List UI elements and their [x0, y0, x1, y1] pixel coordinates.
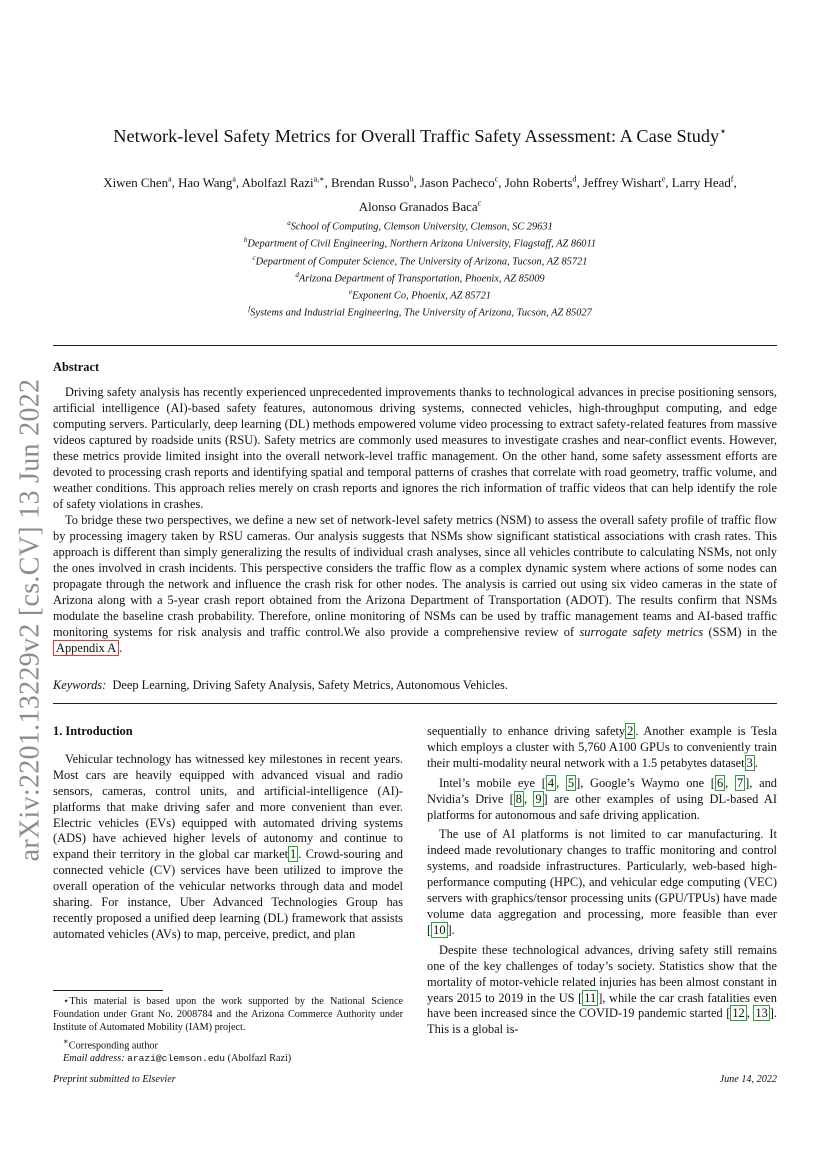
citation-link[interactable]: 8: [515, 791, 522, 806]
title-footnote-mark[interactable]: ⋆: [719, 124, 727, 138]
author-list: [60, 170, 780, 217]
citation-link[interactable]: 5: [567, 775, 575, 790]
footnote-corresponding: ∗Corresponding author: [63, 1035, 158, 1051]
affiliation: $^a$School of Computing, Clemson University, Clemson, SC 29631: [287, 219, 553, 233]
author: Abolfazl Razi$^{a,∗}$,: [241, 175, 332, 191]
footnote-funding: ⋆This material is based upon the work supported by the National Science Foundation under Grant No. 2008784 and the Arizona Commerce Authority under Institute of Automated Mobility (IAM) project.: [53, 996, 403, 1034]
body-paragraph: Intel’s mobile eye [ 4 , 5 ], Google’s Waymo one [ 6 , 7 ], and Nvidia’s Drive [ 8 , 9 ] are other examples of using DL-based AI platforms for autonomous and safe driving application.: [427, 775, 777, 822]
affiliation-list: [80, 217, 760, 321]
footnote-rule: [53, 990, 163, 991]
citation-link[interactable]: 7: [736, 775, 744, 790]
affiliation: $^e$Exponent Co, Phoenix, AZ 85721: [348, 288, 492, 302]
footer-preprint: Preprint submitted to Elsevier: [53, 1074, 176, 1085]
citation-link[interactable]: 2: [627, 724, 634, 738]
citation-link[interactable]: 10: [433, 922, 446, 937]
left-column: [53, 724, 403, 947]
affiliation: $^b$Department of Civil Engineering, Northern Arizona University, Flagstaff, AZ 86011: [243, 236, 597, 250]
title-text: Network-level Safety Metrics for Overall Traffic Safety Assessment: A Case Study: [113, 126, 720, 147]
citation-link[interactable]: 3: [746, 755, 753, 770]
citation-link[interactable]: 13: [755, 1006, 768, 1021]
author: Jason Pacheco$^c$,: [419, 175, 505, 191]
right-column: [427, 724, 777, 1042]
affiliation: $^f$Systems and Industrial Engineering, The University of Arizona, Tucson, AZ 85027: [248, 305, 592, 319]
section-heading-introduction: 1. Introduction: [53, 724, 133, 738]
author: Hao Wang$^a$,: [178, 175, 242, 191]
author: Alonso Granados Baca$^c$: [358, 198, 482, 214]
abstract-paragraph: Driving safety analysis has recently experienced unprecedented improvements thanks to technological advances in precise positioning sensors, artificial intelligence (AI)-based safety features, autonomous driving systems, connected vehicles, high-throughput computing, and edge computing servers. Particularly, deep learning (DL) methods empowered volume video processing to extract safety-related features from massive videos captured by roadside units (RSU). Safety metrics are commonly used measures to investigate crashes and near-conflict events. However, these metrics provide limited insight into the overall network-level traffic management. On the other hand, some safety assessment efforts are devoted to processing crash reports and identifying spatial and temporal patterns of crashes that correlate with road geometry, traffic volume, and weather conditions. This approach relies merely on crash reports and ignores the rich information of traffic videos that can help identify the role of safety violations in crashes.: [53, 385, 777, 511]
keywords-text: Deep Learning, Driving Safety Analysis, Safety Metrics, Autonomous Vehicles.: [112, 678, 508, 692]
footnote-email: Email address: arazi@clemson.edu (Abolfazl Razi): [63, 1053, 292, 1065]
author: Xiwen Chen$^a$,: [103, 175, 179, 191]
keywords: [53, 677, 777, 693]
author: Larry Head$^f$,: [671, 175, 737, 191]
citation-link[interactable]: 9: [535, 791, 542, 806]
arxiv-stamp: [6, 360, 54, 880]
body-paragraph: The use of AI platforms is not limited to car manufacturing. It indeed made revolutionary changes to traffic monitoring and control systems, and roadside infrastructures. Particularly, web-based high-performance computing (HPC), and vehicular edge computing (VEC) servers with graphics/tensor processing units (GPU/TPUs) have made volume data aggregation and processing, more feasible than ever [ 10 ].: [427, 827, 777, 937]
paper-title: [70, 120, 770, 147]
citation-link[interactable]: 12: [732, 1006, 745, 1021]
arxiv-stamp-text: arXiv:2201.13229v2 [cs.CV] 13 Jun 2022: [14, 378, 46, 862]
author: Brendan Russo$^b$,: [331, 175, 420, 191]
citation-link[interactable]: 11: [584, 990, 597, 1005]
body-paragraph: Despite these technological advances, driving safety still remains one of the key challenges of today’s society. Statistics show that the mortality of motor-vehicle related injuries has been almost constant in years 2015 to 2019 in the US [ 11 ], while the car crash fatalities even have been increased since the COVID-19 pandemic started [ 12 , 13 ]. This is a global is-: [427, 942, 777, 1037]
affiliation: $^c$Department of Computer Science, The University of Arizona, Tucson, AZ 85721: [252, 253, 588, 267]
citation-link[interactable]: 1: [290, 847, 297, 862]
footer-date: June 14, 2022: [719, 1074, 777, 1085]
citation-link[interactable]: 4: [547, 775, 555, 790]
affiliation: $^d$Arizona Department of Transportation, Phoenix, AZ 85009: [295, 270, 545, 285]
abstract-bottom-rule: [53, 703, 777, 704]
abstract-heading: Abstract: [53, 360, 100, 374]
author: Jeffrey Wishart$^e$,: [582, 175, 672, 191]
abstract-top-rule: [53, 345, 777, 346]
abstract-paragraph: To bridge these two perspectives, we define a new set of network-level safety metrics (NSM) to assess the overall safety profile of traffic flow by processing imagery taken by RSU cameras. Our analysis suggests that NSMs show significant statistical associations with crash rates. This approach is different than simply generalizing the results of individual crash analyses, since all vehicles contribute to calculating NSMs, not only the ones involved in crash incidents. This perspective considers the traffic flow as a complex dynamic system where actions of some nodes can propagate through the network and influence the crash risk for other nodes. The analysis is carried out using six video cameras in the state of Arizona along with a 5-year crash report obtained from the Arizona Department of Transportation (ADOT). The results confirm that NSMs modulate the baseline crash probability. Therefore, online monitoring of NSMs can be used by traffic management teams and AI-based traffic monitoring systems for risk analysis and traffic control.We also provide a comprehensive review of surrogate safety metrics (SSM) in the Appendix A .: [53, 513, 777, 655]
footnotes: [53, 995, 403, 1065]
email-link[interactable]: arazi@clemson.edu: [127, 1053, 226, 1065]
author: John Roberts$^d$,: [504, 175, 583, 191]
abstract-body: [53, 384, 777, 656]
body-paragraph: Vehicular technology has witnessed key milestones in recent years. Most cars are heavily equipped with advanced visual and radio sensors, cameras, control units, and artificial-intelligence (AI)-platforms that make driving safer and more convenient than ever. Electric vehicles (EVs) equipped with automated driving systems (ADS) have achieved higher levels of autonomy and continue to expand their territory in the global car market 1 . Crowd-souring and connected vehicle (CV) services have been utilized to improve the overall operation of the vehicular networks through data and model sharing. For instance, Uber Advanced Technologies Group has recently proposed a unified deep learning (DL) framework that assists automated vehicles (AVs) to map, perceive, predict, and plan: [53, 751, 403, 941]
body-paragraph: sequentially to enhance driving safety 2 . Another example is Tesla which employs a cluster with 5,760 A100 GPUs to conveniently train their multi-modality neural network with a 1.5 petabytes dataset 3 .: [427, 724, 777, 770]
appendix-link[interactable]: Appendix A: [53, 640, 119, 656]
citation-link[interactable]: 6: [716, 775, 724, 790]
keywords-label: Keywords:: [53, 678, 107, 692]
